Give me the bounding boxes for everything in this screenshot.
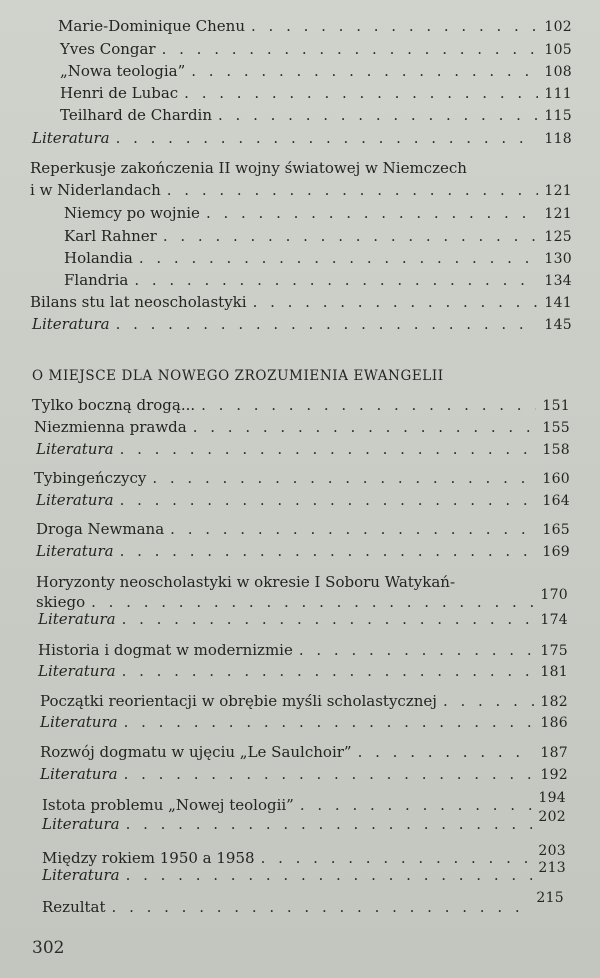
dot-leader: [124, 713, 535, 731]
toc-entry-bilans: [30, 293, 572, 312]
toc-page-number: 141: [544, 295, 572, 311]
toc-title: Horyzonty neoscholastyki w okresie I Soboru Watykań-: [36, 573, 456, 591]
toc-page-number: 182: [540, 694, 568, 710]
toc-title: Literatura: [36, 491, 114, 509]
toc-title: Flandria: [64, 271, 129, 289]
dot-leader: [116, 315, 539, 333]
toc-entry-literatura: [40, 765, 568, 784]
dot-leader: [170, 520, 536, 538]
toc-page-number: 121: [544, 183, 572, 199]
toc-page-number: 125: [544, 229, 572, 245]
toc-title: Literatura: [38, 662, 116, 680]
toc-page-number: 158: [542, 442, 570, 458]
toc-title: Literatura: [32, 315, 110, 333]
toc-title: Tybingeńczycy: [34, 469, 147, 487]
toc-title: „Nowa teologia”: [60, 62, 186, 80]
toc-title: i w Niderlandach: [30, 181, 161, 199]
dot-leader: [116, 129, 539, 147]
dot-leader: [134, 271, 538, 289]
toc-page-number: 160: [542, 471, 570, 487]
dot-leader: [193, 418, 537, 436]
toc-entry-literatura: [42, 860, 566, 885]
toc-page-number: 215: [536, 890, 564, 906]
toc-title: Literatura: [40, 713, 118, 731]
toc-page-number: 118: [544, 131, 572, 147]
toc-page-number: 121: [544, 206, 572, 222]
toc-entry-chapter: [34, 418, 570, 437]
toc-entry-literatura: [36, 491, 570, 510]
dot-leader: [152, 469, 536, 487]
dot-leader: [206, 204, 538, 222]
toc-page-number: 169: [542, 544, 570, 560]
toc-page-number: 102: [544, 19, 572, 35]
toc-entry-chapter: [42, 890, 564, 917]
toc-title: Literatura: [32, 129, 110, 147]
dot-leader: [300, 796, 533, 814]
dot-leader: [201, 396, 536, 414]
toc-page-number: 213: [538, 860, 566, 876]
dot-leader: [443, 692, 534, 710]
dot-leader: [139, 249, 539, 267]
toc-title: Droga Newmana: [36, 520, 165, 538]
dot-leader: [191, 62, 538, 80]
toc-page-number: 108: [544, 64, 572, 80]
toc-page-number: 194: [538, 790, 566, 806]
toc-title: Rezultat: [42, 898, 106, 916]
dot-leader: [122, 662, 535, 680]
toc-entry-chapter: [38, 641, 568, 660]
toc-page-number: 145: [544, 317, 572, 333]
toc-title: Między rokiem 1950 a 1958: [42, 849, 255, 867]
toc-title: Literatura: [38, 610, 116, 628]
dot-leader: [120, 542, 537, 560]
dot-leader: [358, 743, 535, 761]
toc-title: Literatura: [36, 440, 114, 458]
toc-title: Teilhard de Chardin: [60, 106, 213, 124]
dot-leader: [261, 849, 533, 867]
toc-page-number: 130: [544, 251, 572, 267]
toc-entry-chapter: [34, 469, 570, 488]
toc-entry-literatura: [38, 610, 568, 629]
dot-leader: [251, 17, 538, 35]
toc-entry-congar: [60, 40, 572, 59]
toc-entry-chapter: [42, 790, 566, 815]
toc-title: Historia i dogmat w modernizmie: [38, 641, 293, 659]
dot-leader: [299, 641, 535, 659]
toc-page-number: 164: [542, 493, 570, 509]
toc-entry-literatura: [40, 713, 568, 732]
toc-page-number: 187: [540, 745, 568, 761]
toc-entry-literatura: [32, 315, 572, 334]
dot-leader: [120, 491, 537, 509]
toc-page-number: 115: [544, 108, 572, 124]
toc-entry-literatura: [42, 809, 566, 834]
toc-entry-literatura: [38, 662, 568, 681]
toc-title: Literatura: [36, 542, 114, 560]
toc-title: Bilans stu lat neoscholastyki: [30, 293, 247, 311]
toc-entry-chapter: [40, 692, 568, 711]
toc-entry-chapter: [32, 396, 570, 415]
toc-page-number: 186: [540, 715, 568, 731]
toc-title: Marie-Dominique Chenu: [58, 17, 245, 35]
dot-leader: [162, 40, 539, 58]
toc-section-title: Reperkusje zakończenia II wojny światowej w Niemczech: [30, 159, 467, 177]
toc-entry-literatura: [32, 129, 572, 148]
dot-leader: [184, 84, 538, 102]
toc-entry-literatura: [36, 440, 570, 459]
dot-leader: [253, 293, 539, 311]
toc-page-number: 181: [540, 664, 568, 680]
toc-entry-chenu: [58, 17, 572, 36]
toc-entry-niderlandach: [30, 181, 572, 200]
toc-title: skiego: [36, 593, 86, 611]
toc-page-number: 151: [542, 398, 570, 414]
toc-title: Literatura: [40, 765, 118, 783]
toc-entry-nowa-teologia: [60, 62, 572, 81]
toc-entry-lubac: [60, 84, 572, 103]
toc-page-number: 170: [540, 587, 568, 603]
toc-page-number: 202: [538, 809, 566, 825]
dot-leader: [126, 815, 533, 833]
toc-entry-literatura: [36, 542, 570, 561]
toc-page-number: 111: [544, 86, 572, 102]
toc-entry-holandia: [64, 249, 572, 268]
dot-leader: [163, 227, 539, 245]
toc-title: Yves Congar: [60, 40, 156, 58]
dot-leader: [112, 898, 531, 916]
toc-page-number: 134: [544, 273, 572, 289]
page-number: 302: [32, 938, 65, 958]
part-heading: O MIEJSCE DLA NOWEGO ZROZUMIENIA EWANGELII: [32, 368, 444, 384]
toc-title: Rozwój dogmatu w ujęciu „Le Saulchoir”: [40, 743, 352, 761]
toc-page-number: 174: [540, 612, 568, 628]
toc-entry-niemcy: [64, 204, 572, 223]
toc-title: Holandia: [64, 249, 133, 267]
toc-page-number: 175: [540, 643, 568, 659]
dot-leader: [126, 866, 533, 884]
toc-title: Literatura: [42, 815, 120, 833]
dot-leader: [218, 106, 538, 124]
toc-title: Tylko boczną drogą...: [32, 396, 196, 414]
toc-title: Henri de Lubac: [60, 84, 179, 102]
toc-entry-chapter: [36, 520, 570, 539]
dot-leader: [91, 593, 534, 611]
toc-title: Literatura: [42, 866, 120, 884]
toc-title: Karl Rahner: [64, 227, 157, 245]
toc-page-number: 155: [542, 420, 570, 436]
toc-title: Początki reorientacji w obrębie myśli scholastycznej: [40, 692, 437, 710]
toc-title: Niezmienna prawda: [34, 418, 187, 436]
dot-leader: [120, 440, 537, 458]
toc-entry-rahner: [64, 227, 572, 246]
toc-entry-chapter: [40, 743, 568, 762]
toc-page-number: 192: [540, 767, 568, 783]
toc-entry-flandria: [64, 271, 572, 290]
dot-leader: [124, 765, 535, 783]
dot-leader: [167, 181, 539, 199]
toc-title: Istota problemu „Nowej teologii”: [42, 796, 294, 814]
toc-page-number: 165: [542, 522, 570, 538]
toc-page-number: 105: [544, 42, 572, 58]
toc-page-number: 203: [538, 843, 566, 859]
toc-entry-teilhard: [60, 106, 572, 125]
dot-leader: [122, 610, 535, 628]
toc-title: Niemcy po wojnie: [64, 204, 200, 222]
